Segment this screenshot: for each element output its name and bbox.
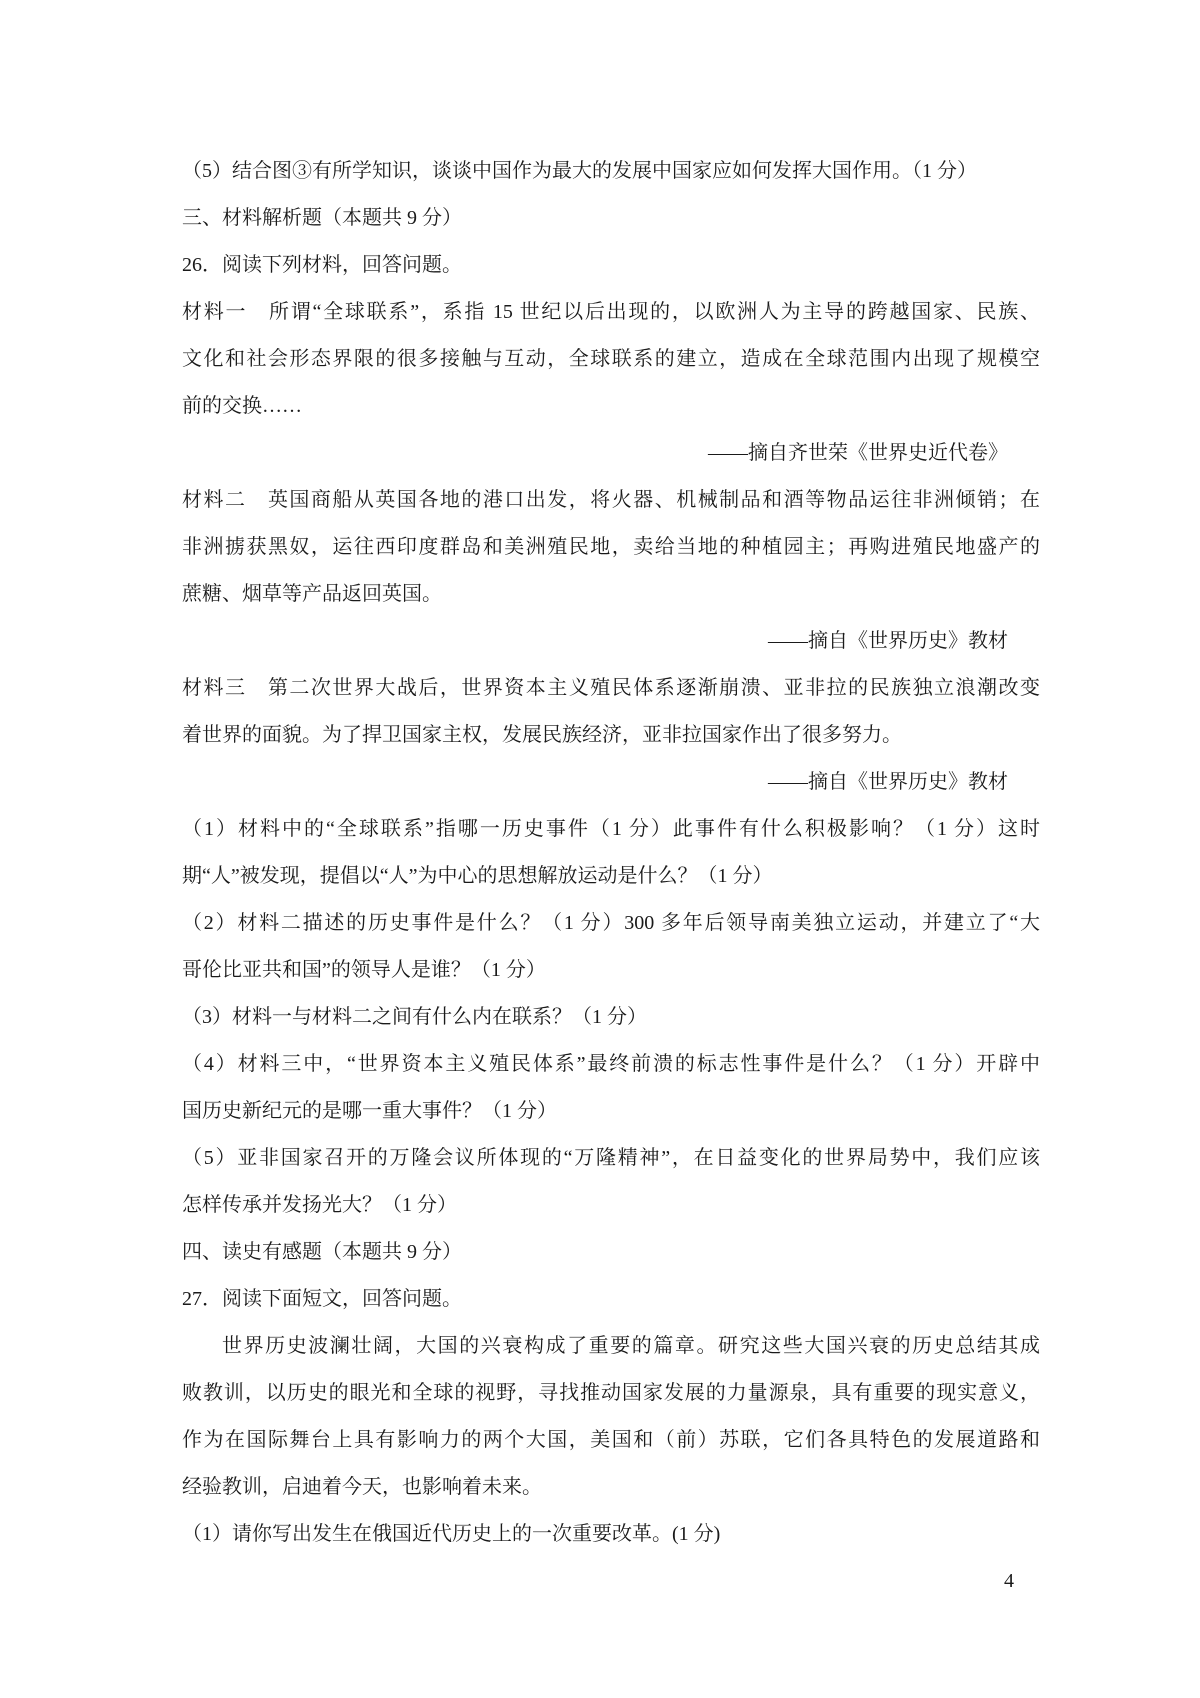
material1-line-3: 前的交换…… (182, 395, 302, 417)
material3-line-2: 着世界的面貌。为了捍卫国家主权，发展民族经济，亚非拉国家作出了很多努力。 (182, 724, 902, 746)
material1-line-2: 文化和社会形态界限的很多接触与互动，全球联系的建立，造成在全球范围内出现了规模空 (182, 348, 1040, 370)
q26-sub2-line-1: （2）材料二描述的历史事件是什么？（1 分）300 多年后领导南美独立运动，并建立了“大 (182, 912, 1040, 934)
q26-sub4-line-2: 国历史新纪元的是哪一重大事件？（1 分） (182, 1100, 557, 1122)
material3-line-1: 材料三 第二次世界大战后，世界资本主义殖民体系逐渐崩溃、亚非拉的民族独立浪潮改变 (182, 677, 1040, 699)
material2-line-2: 非洲掳获黑奴，运往西印度群岛和美洲殖民地，卖给当地的种植园主；再购进殖民地盛产的 (182, 536, 1040, 558)
q27-sub1-line-1: （1）请你写出发生在俄国近代历史上的一次重要改革。(1 分) (182, 1523, 721, 1545)
q26-intro: 26．阅读下列材料，回答问题。 (182, 254, 462, 276)
q26-sub5-line-1: （5）亚非国家召开的万隆会议所体现的“万隆精神”，在日益变化的世界局势中，我们应该 (182, 1147, 1040, 1169)
q26-sub4-line-1: （4）材料三中，“世界资本主义殖民体系”最终前溃的标志性事件是什么？（1 分）开辟中 (182, 1053, 1040, 1075)
q27-passage-line-4: 经验教训，启迪着今天，也影响着未来。 (182, 1476, 542, 1498)
document-body (182, 148, 1040, 1558)
material1-line-1: 材料一 所谓“全球联系”，系指 15 世纪以后出现的，以欧洲人为主导的跨越国家、民族、 (182, 301, 1040, 323)
material3-source: ——摘自《世界历史》教材 (768, 771, 1008, 793)
q27-passage-line-1: 世界历史波澜壮阔，大国的兴衰构成了重要的篇章。研究这些大国兴衰的历史总结其成 (222, 1335, 1040, 1357)
page-number: 4 (1004, 1570, 1014, 1592)
material2-source: ——摘自《世界历史》教材 (768, 630, 1008, 652)
q26-sub1-line-2: 期“人”被发现，提倡以“人”为中心的思想解放运动是什么？（1 分） (182, 865, 773, 887)
section4-heading: 四、读史有感题（本题共 9 分） (182, 1241, 462, 1263)
q26-sub1-line-1: （1）材料中的“全球联系”指哪一历史事件（1 分）此事件有什么积极影响？（1 分）这时 (182, 818, 1040, 840)
material2-line-3: 蔗糖、烟草等产品返回英国。 (182, 583, 442, 605)
material2-line-1: 材料二 英国商船从英国各地的港口出发，将火器、机械制品和酒等物品运往非洲倾销；在 (182, 489, 1040, 511)
q27-intro: 27．阅读下面短文，回答问题。 (182, 1288, 462, 1310)
q26-sub5-line-2: 怎样传承并发扬光大？（1 分） (182, 1194, 457, 1216)
q27-passage-line-2: 败教训，以历史的眼光和全球的视野，寻找推动国家发展的力量源泉，具有重要的现实意义， (182, 1382, 1040, 1404)
q26-sub3-line-1: （3）材料一与材料二之间有什么内在联系？（1 分） (182, 1006, 647, 1028)
q27-passage-line-3: 作为在国际舞台上具有影响力的两个大国，美国和（前）苏联，它们各具特色的发展道路和 (182, 1429, 1040, 1451)
section3-heading: 三、材料解析题（本题共 9 分） (182, 207, 462, 229)
material1-source: ——摘自齐世荣《世界史近代卷》 (708, 442, 1008, 464)
q26-sub2-line-2: 哥伦比亚共和国”的领导人是谁？（1 分） (182, 959, 546, 981)
q25-item5-line: （5）结合图③有所学知识，谈谈中国作为最大的发展中国家应如何发挥大国作用。（1 分） (182, 160, 977, 182)
